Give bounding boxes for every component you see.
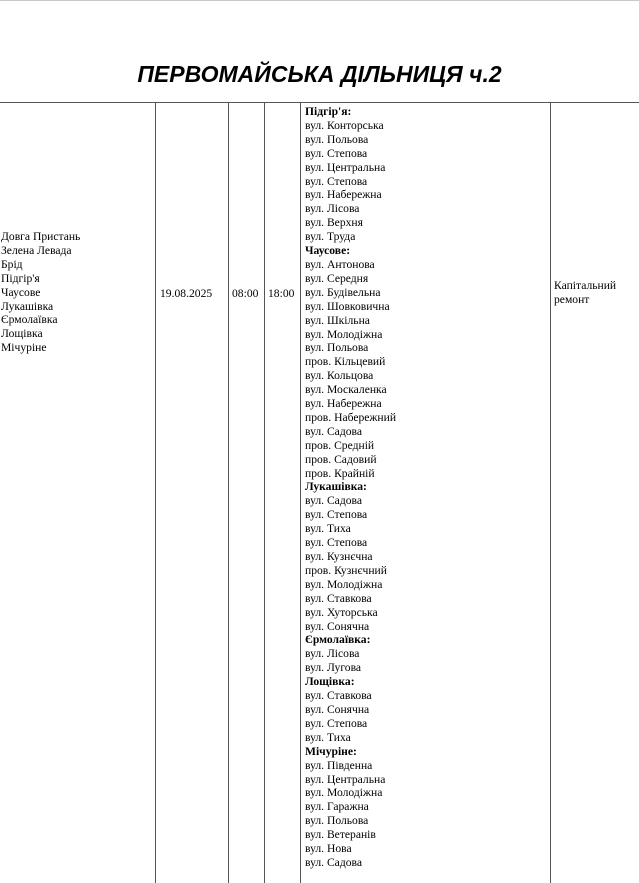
street-line: вул. Ставкова xyxy=(305,591,372,605)
street-line: вул. Москаленка xyxy=(305,383,387,397)
street-line: вул. Садова xyxy=(305,855,362,869)
settlement-name: Брід xyxy=(1,257,23,271)
street-line: вул. Польова xyxy=(305,132,369,146)
street-line: вул. Лісова xyxy=(305,202,360,216)
street-line: вул. Молодіжна xyxy=(305,577,383,591)
street-line: пров. Средній xyxy=(305,438,375,452)
street-line: пров. Набережний xyxy=(305,410,397,424)
work-type-line: Капітальний xyxy=(554,279,617,292)
settlement-name: Зелена Левада xyxy=(1,243,72,257)
street-line: вул. Центральна xyxy=(305,772,386,786)
street-line: вул. Молодіжна xyxy=(305,327,383,341)
settlement-name: Підгір'я xyxy=(1,271,40,285)
street-line: вул. Ветеранів xyxy=(305,828,376,842)
column-divider xyxy=(228,103,229,883)
settlement-name: Чаусове xyxy=(1,285,41,299)
street-line: вул. Набережна xyxy=(305,188,382,202)
time-start-cell: 08:00 xyxy=(232,287,259,300)
street-line: вул. Кольцова xyxy=(305,369,374,383)
street-line: вул. Степова xyxy=(305,508,368,522)
column-divider xyxy=(300,103,301,883)
settlement-name: Мічуріне xyxy=(1,341,47,355)
settlement-heading: Лукашівка: xyxy=(305,480,367,494)
settlement-heading: Підгір'я: xyxy=(305,105,352,118)
street-line: вул. Сонячна xyxy=(305,702,370,716)
street-line: пров. Крайній xyxy=(305,466,375,480)
street-line: вул. Гаражна xyxy=(305,800,369,814)
settlement-name: Лукашівка xyxy=(1,299,54,313)
street-line: вул. Лугова xyxy=(305,661,362,675)
street-line: вул. Кузнєчна xyxy=(305,550,373,563)
column-divider xyxy=(155,103,156,883)
page-title: ПЕРВОМАЙСЬКА ДІЛЬНИЦЯ ч.2 xyxy=(137,61,502,87)
settlement-name: Лощівка xyxy=(1,327,43,341)
street-line: вул. Будівельна xyxy=(305,285,381,299)
street-line: вул. Антонова xyxy=(305,257,375,271)
street-line: пров. Кільцевий xyxy=(305,355,386,369)
work-type-line: ремонт xyxy=(554,292,590,306)
street-line: пров. Кузнєчний xyxy=(305,563,387,577)
settlement-name: Єрмолаївка xyxy=(1,313,58,327)
work-type-cell xyxy=(554,279,636,307)
street-line: вул. Тиха xyxy=(305,522,351,536)
street-line: вул. Тиха xyxy=(305,730,351,744)
street-line: вул. Степова xyxy=(305,716,368,730)
street-line: вул. Молодіжна xyxy=(305,786,383,800)
street-line: вул. Степова xyxy=(305,146,368,160)
street-line: вул. Польова xyxy=(305,814,369,828)
street-line: вул. Набережна xyxy=(305,397,382,411)
street-line: вул. Лісова xyxy=(305,647,360,661)
street-line: вул. Сонячна xyxy=(305,619,370,633)
settlement-heading: Мічуріне: xyxy=(305,744,357,758)
street-line: вул. Степова xyxy=(305,536,368,550)
column-divider xyxy=(550,103,551,883)
street-line: вул. Конторська xyxy=(305,118,384,132)
street-line: вул. Шкільна xyxy=(305,313,370,327)
street-line: пров. Садовий xyxy=(305,452,377,466)
date-cell: 19.08.2025 xyxy=(160,287,213,300)
street-line: вул. Степова xyxy=(305,174,368,188)
street-line: вул. Польова xyxy=(305,341,369,355)
street-line: вул. Садова xyxy=(305,424,362,438)
streets-cell xyxy=(305,105,549,870)
street-line: вул. Шовковична xyxy=(305,299,390,313)
street-line: вул. Садова xyxy=(305,494,362,508)
settlement-heading: Єрмолаївка: xyxy=(305,633,371,647)
street-line: вул. Південна xyxy=(305,758,373,772)
settlement-heading: Лощівка: xyxy=(305,675,355,689)
street-line: вул. Верхня xyxy=(305,216,363,230)
street-line: вул. Хуторська xyxy=(305,605,378,619)
settlement-name: Довга Пристань xyxy=(1,230,81,243)
settlements-cell xyxy=(1,230,153,355)
street-line: вул. Середня xyxy=(305,271,369,285)
time-end-cell: 18:00 xyxy=(268,287,295,300)
street-line: вул. Труда xyxy=(305,230,356,244)
street-line: вул. Ставкова xyxy=(305,689,372,703)
outage-table xyxy=(0,102,639,883)
street-line: вул. Нова xyxy=(305,842,352,856)
street-line: вул. Центральна xyxy=(305,160,386,174)
top-rule xyxy=(0,0,639,1)
column-divider xyxy=(264,103,265,883)
settlement-heading: Чаусове: xyxy=(305,244,351,258)
